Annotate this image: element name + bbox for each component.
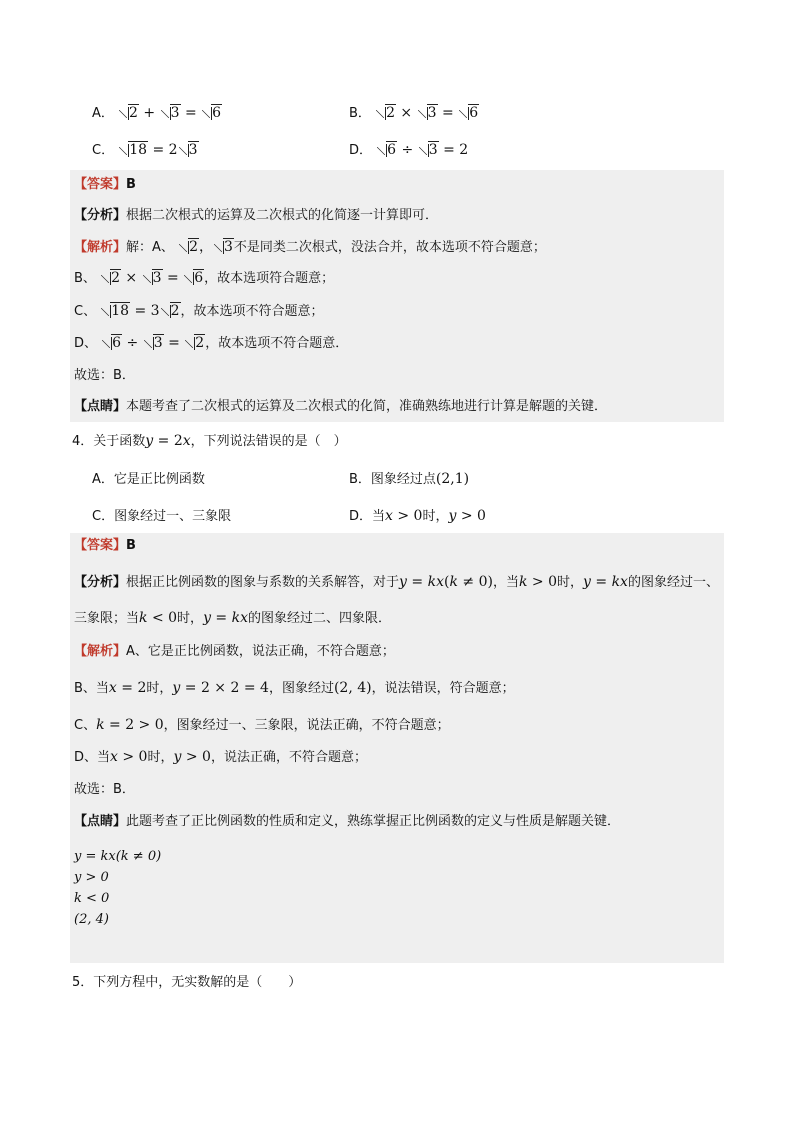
formula-item: y > 0 xyxy=(74,870,109,885)
q3-option-b: B． 2 × 3 = 6 xyxy=(349,105,479,121)
q3-answer: 【答案】B xyxy=(74,177,136,192)
q3-explain-line1: 【解析】解：A、 2， 3不是同类二次根式，没法合并，故本选项不符合题意； xyxy=(74,239,546,255)
q4-comment: 【点睛】此题考查了正比例函数的性质和定义，熟练掌握正比例函数的定义与性质是解题关键． xyxy=(74,814,621,829)
q4-formula-list xyxy=(74,846,161,930)
formula-item: (2, 4) xyxy=(74,912,109,927)
q4-explain-line1: 【解析】A、它是正比例函数，说法正确，不符合题意； xyxy=(74,644,395,659)
q4-option-a: A．它是正比例函数 xyxy=(92,472,205,487)
q3-option-d: D． 6 ÷ 3 = 2 xyxy=(349,142,469,158)
q4-explain-line3: C、k = 2 > 0，图象经过一、三象限，说法正确，不符合题意； xyxy=(74,717,450,733)
q3-option-a: A． 2 + 3 = 6 xyxy=(92,105,222,121)
q4-analysis-line1: 【分析】根据正比例函数的图象与系数的关系解答，对于y = kx(k ≠ 0)，当k > 0时，y = kx的图象经过一、 xyxy=(74,574,719,590)
q4-stem: 4．关于函数y = 2x，下列说法错误的是（ ） xyxy=(72,433,347,449)
q4-option-d: D．当x > 0时，y > 0 xyxy=(349,508,486,524)
formula-item: y = kx(k ≠ 0) xyxy=(74,849,162,864)
q4-explain-line2: B、当x = 2时，y = 2 × 2 = 4，图象经过(2, 4)，说法错误，符合题意； xyxy=(74,680,515,696)
q3-option-c: C． 18 = 2 3 xyxy=(92,142,198,158)
q3-choose: 故选：B． xyxy=(74,368,135,383)
q3-explain-line3: C、 18 = 3 2，故本选项不符合题意； xyxy=(74,303,324,319)
q4-explain-line4: D、当x > 0时，y > 0，说法正确，不符合题意； xyxy=(74,749,367,765)
q3-comment: 【点睛】本题考查了二次根式的运算及二次根式的化简，准确熟练地进行计算是解题的关键． xyxy=(74,399,608,414)
q5-stem: 5．下列方程中，无实数解的是（ ） xyxy=(72,975,302,990)
q3-explain-line4: D、 6 ÷ 3 = 2，故本选项不符合题意． xyxy=(74,335,349,351)
q4-analysis-line2: 三象限；当k < 0时，y = kx的图象经过二、四象限． xyxy=(74,610,392,626)
q4-option-c: C．图象经过一、三象限 xyxy=(92,509,232,524)
q4-option-b: B．图象经过点(2,1) xyxy=(349,471,470,487)
q3-explain-line2: B、 2 × 3 = 6，故本选项符合题意； xyxy=(74,270,335,286)
q4-answer: 【答案】B xyxy=(74,538,136,553)
q4-choose: 故选：B． xyxy=(74,782,135,797)
q3-analysis: 【分析】根据二次根式的运算及二次根式的化简逐一计算即可． xyxy=(74,208,439,223)
formula-item: k < 0 xyxy=(74,891,110,906)
